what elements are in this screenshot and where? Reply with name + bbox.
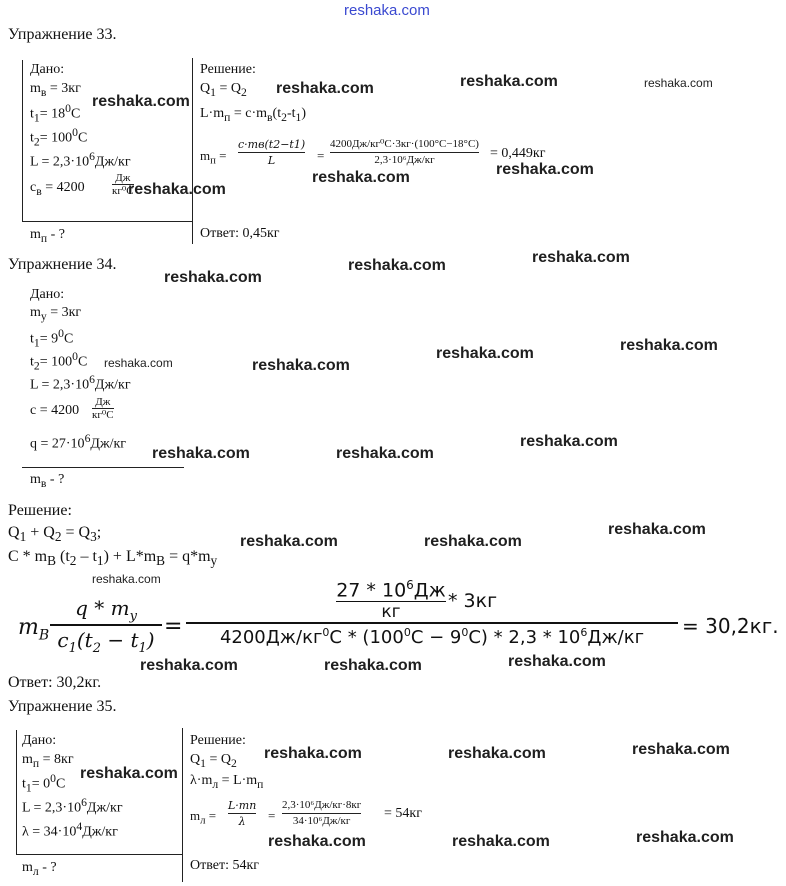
ex33-title: Упражнение 33. <box>8 26 117 43</box>
watermark: reshaka.com <box>436 345 534 362</box>
ex34-big-eq-sign: = <box>164 614 183 639</box>
ex35-left-divider <box>16 730 17 855</box>
ex33-find: $m_п$ - ? <box>30 227 66 245</box>
ex35-eq-sign: = <box>268 808 276 823</box>
watermark: reshaka.com <box>312 169 410 186</box>
ex33-eq2: $L\cdot m_п = c\cdot m_в(t_2-t_1)$ <box>200 106 306 124</box>
ex34-given-t1: $t_1= 9^0C$ <box>30 327 74 350</box>
watermark: reshaka.com <box>268 833 366 850</box>
ex34-solution-label: Решение: <box>8 502 72 519</box>
ex35-formula-sym-frac: L·mп λ <box>228 799 257 828</box>
ex34-given-mass: $m_у = 3кг$ <box>30 305 82 323</box>
watermark: reshaka.com <box>164 269 262 286</box>
watermark: reshaka.com <box>644 76 713 90</box>
ex34-find: $m_в$ - ? <box>30 472 65 490</box>
ex33-answer: Ответ: 0,45кг <box>200 226 280 241</box>
ex33-given-t1: $t_1= 18^0C$ <box>30 102 81 125</box>
ex33-formula-sym-frac: c·mв(t2−t1) L <box>238 138 306 167</box>
ex34-c-unit: Дж кг⁰С <box>92 396 114 421</box>
watermark: reshaka.com <box>608 521 706 538</box>
ex34-eq1: $Q_1 + Q_2 = Q_3$; <box>8 524 102 545</box>
watermark: reshaka.com <box>636 829 734 846</box>
watermark: reshaka.com <box>508 653 606 670</box>
watermark: reshaka.com <box>424 533 522 550</box>
ex33-left-divider <box>22 60 23 222</box>
ex34-given-divider <box>22 467 184 468</box>
ex33-given-L: $L = 2,3\cdot 10^6Дж/кг$ <box>30 150 131 170</box>
ex35-given-lambda: $\lambda = 34\cdot 10^4Дж/кг$ <box>22 820 118 840</box>
ex33-given-mass: $m_в = 3кг$ <box>30 81 81 99</box>
site-header[interactable]: reshaka.com <box>344 2 430 19</box>
watermark: reshaka.com <box>620 337 718 354</box>
ex34-given-label: Дано: <box>30 287 65 302</box>
ex34-big-result: = 30,2кг. <box>682 614 779 638</box>
watermark: reshaka.com <box>128 181 226 198</box>
ex35-given-mass: $m_п = 8кг$ <box>22 752 74 770</box>
watermark: reshaka.com <box>140 657 238 674</box>
ex33-cv-unit: Дж кг⁰С <box>112 172 134 197</box>
ex33-eq-sign: = <box>317 148 325 163</box>
watermark: reshaka.com <box>632 741 730 758</box>
watermark: reshaka.com <box>240 533 338 550</box>
ex34-given-c: c = 4200 <box>30 403 80 418</box>
ex35-formula-result: = 54кг <box>384 806 422 821</box>
watermark: reshaka.com <box>264 745 362 762</box>
ex33-formula-result: = 0,449кг <box>490 146 546 161</box>
ex35-given-divider <box>16 854 182 855</box>
ex33-given-divider <box>22 221 192 222</box>
ex33-formula-num-frac: 4200Дж/кг⁰С·3кг·(100°C−18°C) 2,3·10⁶Дж/кг <box>330 138 479 166</box>
watermark: reshaka.com <box>92 572 161 586</box>
ex33-solution-label: Решение: <box>200 62 256 77</box>
watermark: reshaka.com <box>252 357 350 374</box>
ex33-given-cv: $c_в = 4200$ <box>30 180 85 198</box>
watermark: reshaka.com <box>92 93 190 110</box>
ex34-big-num-frac: $27 * 10^6Дж$ кг * 3кг $4200Дж/кг^0С * (100^0С - 9^0С) * 2,3 * 10^6Дж/кг$ <box>186 578 678 648</box>
watermark: reshaka.com <box>276 80 374 97</box>
watermark: reshaka.com <box>448 745 546 762</box>
ex35-given-label: Дано: <box>22 733 57 748</box>
ex35-answer: Ответ: 54кг <box>190 858 260 873</box>
watermark: reshaka.com <box>452 833 550 850</box>
ex35-solution-label: Решение: <box>190 733 246 748</box>
watermark: reshaka.com <box>104 356 173 370</box>
watermark: reshaka.com <box>460 73 558 90</box>
ex35-find: $m_л$ - ? <box>22 860 57 878</box>
ex34-answer: Ответ: 30,2кг. <box>8 674 102 691</box>
ex34-big-sym-frac: q * $m_y$ $c_1(t_2 - t_1)$ <box>50 596 162 656</box>
ex33-vertical-divider <box>192 58 193 244</box>
watermark: reshaka.com <box>336 445 434 462</box>
ex35-eq1: $Q_1 = Q_2$ <box>190 752 237 770</box>
ex35-formula-lhs: $m_л$ = <box>190 808 217 827</box>
ex35-formula-num-frac: 2,3·10⁶Дж/кг·8кг 34·10⁶Дж/кг <box>282 799 362 827</box>
ex35-given-L: $L = 2,3\cdot 10^6Дж/кг$ <box>22 796 123 816</box>
ex33-given-label: Дано: <box>30 62 65 77</box>
ex34-big-lhs: $m_B$ <box>18 615 50 644</box>
watermark: reshaka.com <box>80 765 178 782</box>
ex35-given-t1: $t_1= 0^0C$ <box>22 772 66 795</box>
ex35-title: Упражнение 35. <box>8 698 117 715</box>
ex33-formula-lhs: $m_п$ = <box>200 148 227 167</box>
ex33-given-t2: $t_2= 100^0C$ <box>30 126 88 149</box>
ex34-eq2: C * $m_B$ $(t_2 - t_1) + L*m_B = q*m_y$ <box>8 548 218 569</box>
ex34-given-L: $L = 2,3\cdot 10^6Дж/кг$ <box>30 373 131 393</box>
ex35-eq2: $\lambda\cdot m_л = L\cdot m_п$ <box>190 773 264 791</box>
ex34-given-t2: $t_2= 100^0C$ <box>30 350 88 373</box>
watermark: reshaka.com <box>520 433 618 450</box>
watermark: reshaka.com <box>152 445 250 462</box>
watermark: reshaka.com <box>532 249 630 266</box>
ex33-eq1: $Q_1 = Q_2$ <box>200 81 247 99</box>
ex34-title: Упражнение 34. <box>8 256 117 273</box>
watermark: reshaka.com <box>496 161 594 178</box>
ex35-vertical-divider <box>182 728 183 882</box>
watermark: reshaka.com <box>348 257 446 274</box>
watermark: reshaka.com <box>324 657 422 674</box>
ex34-given-q: $q = 27\cdot 10^6Дж/кг$ <box>30 432 127 452</box>
